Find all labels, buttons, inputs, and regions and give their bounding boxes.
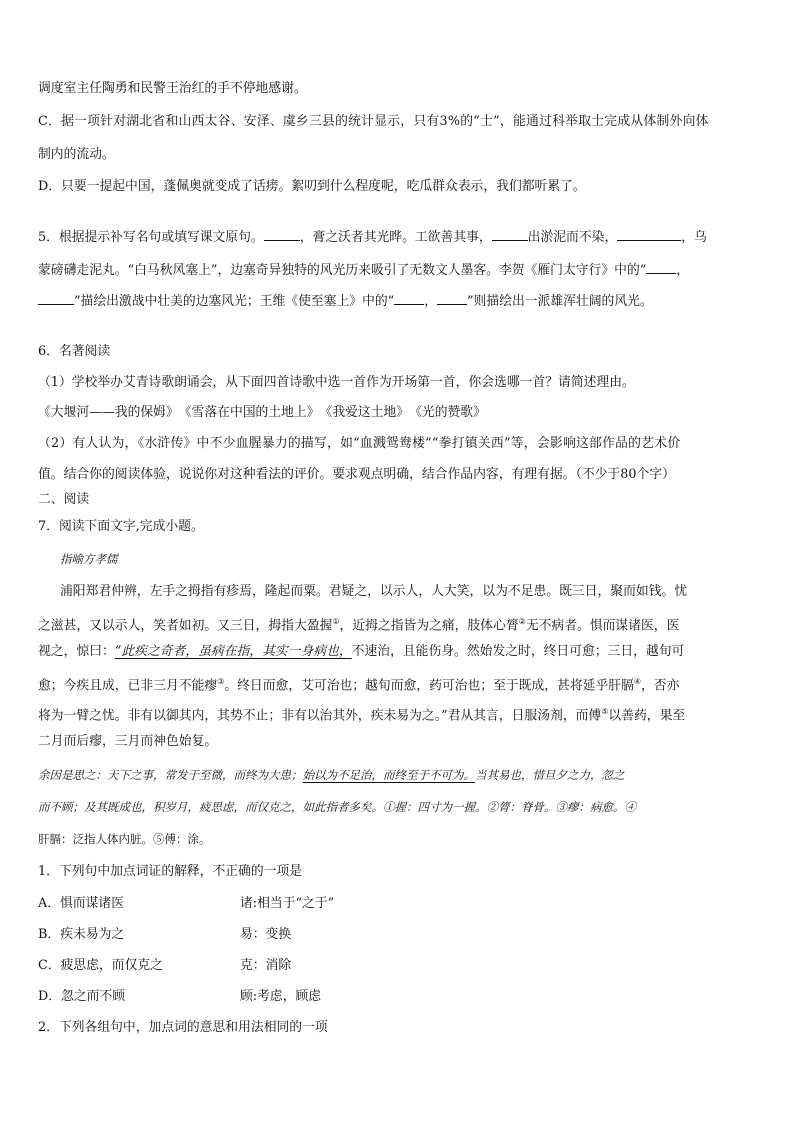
answer-blank[interactable]: [492, 228, 528, 241]
passage-line: [38, 613, 764, 635]
option-explanation: 易：变换: [240, 927, 292, 942]
answer-blank[interactable]: [437, 292, 467, 305]
passage-line: 浦阳郑君仲辨，左手之拇指有疹焉，隆起而粟。君疑之，以示人，人大笑，以为不足患。既三日，聚而如钱。忧: [60, 584, 688, 599]
question-text: ，乌: [681, 230, 707, 245]
passage-text: 。终日而愈，艾可治也；越旬而愈，药可治也；至于既成，甚将延乎肝膈: [224, 678, 634, 694]
question-text: 蒙磅礴走泥丸。“白马秋风塞上”，边塞奇异独特的风光历来吸引了无数文人墨客。李贺《雁门太守行》中的“: [38, 263, 647, 278]
option-label: A．惧而谋诸医: [38, 896, 125, 911]
footnote-ref: ③: [217, 677, 225, 686]
option-explanation: 顾:考虑，顾虑: [240, 989, 322, 1004]
question-text: ”描绘出激战中壮美的边塞风光；王维《使至塞上》中的“: [74, 294, 395, 309]
question-6-1: （1）学校举办艾青诗歌朗诵会，从下面四首诗歌中选一首作为开场第一首，你会选哪一首？请简述理由。: [38, 375, 635, 390]
option-d: D．只要一提起中国，蓬佩奥就变成了话痨。絮叨到什么程度呢，吃瓜群众表示，我们都听累了。: [38, 179, 586, 194]
question-text: ，: [424, 294, 438, 309]
passage-text: 愈；今疾且成，已非三月不能瘳: [38, 678, 218, 694]
question-5: [38, 228, 764, 247]
question-5-cont: [38, 261, 764, 280]
option-c: C．据一项针对湖北省和山西太谷、安泽、虞乡三县的统计显示，只有3%的“士”，能通过科举取士完成从体制外向体: [38, 114, 709, 129]
passage-title: 指喻方孝儒: [60, 552, 118, 566]
underlined-sentence: 始以为不足治，而终至于不可为。: [302, 768, 475, 782]
option-label: B．疾未易为之: [38, 927, 125, 942]
question-6-2-cont: 值。结合你的阅读体验，说说你对这种看法的评价。要求观点明确，结合作品内容，有理有据。（不少于80个字）: [38, 467, 675, 482]
question-5-cont: [38, 292, 764, 311]
text-line: 制内的流动。: [38, 147, 115, 162]
answer-blank[interactable]: [38, 292, 74, 305]
option-c[interactable]: [38, 957, 764, 975]
footnotes: 肝膈：泛指人体内脏。⑤傅：涂。: [38, 832, 211, 846]
passage-line: [38, 673, 764, 695]
passage-text: 当其易也，惜旦夕之力，忽之: [475, 768, 625, 782]
option-b[interactable]: [38, 926, 764, 944]
passage-text: 之滋甚，又以示人，笑者如初。又三日，拇指大盈握: [38, 618, 333, 634]
question-6-heading: 6．名著阅读: [38, 344, 111, 359]
question-6-2: （2）有人认为，《水浒传》中不少血腥暴力的描写，如“血溅鸳鸯楼”“拳打镇关西”等，会影响这部作品的艺术价: [38, 436, 681, 451]
answer-blank[interactable]: [394, 292, 424, 305]
option-explanation: 诸:相当于“之于”: [240, 896, 335, 911]
poem-list: 《大堰河——我的保姆》 《雪落在中国的土地上》 《我爱这土地》 《光的赞歌》: [38, 405, 486, 420]
passage-text: 余因是思之：天下之事，常发于至微，而终为大患；: [38, 768, 303, 782]
passage-text: 不速治，且能伤身。然始发之时，终日可愈；三日，越旬可: [351, 644, 685, 659]
option-d[interactable]: [38, 988, 764, 1006]
sub-question-2: 2．下列各组句中，加点词的意思和用法相同的一项: [38, 1020, 328, 1035]
footnote-ref: ⑤: [601, 707, 609, 716]
footnote-ref: ①: [332, 617, 340, 626]
passage-line: [38, 703, 764, 725]
passage-text: ，否亦: [641, 678, 680, 694]
text-line: 调度室主任陶勇和民警王治红的手不停地感谢。: [38, 81, 307, 96]
section-heading: 二、阅读: [38, 492, 90, 507]
footnote-ref: ②: [518, 617, 526, 626]
passage-line: 而不顾；及其既成也，积岁月，疲思虑，而仅克之，如此指者多矣。①握：四寸为一握。②膂：脊骨。③瘳：病愈。④: [38, 800, 636, 814]
question-text: ”则描绘出一派雄浑壮阔的风光。: [467, 294, 653, 309]
underlined-sentence: “此疾之奇者，虽病在指，其实一身病也，: [114, 644, 352, 659]
option-a[interactable]: [38, 895, 764, 913]
passage-line: [38, 766, 764, 784]
option-label: D．忽之而不顾: [38, 989, 126, 1004]
question-text: 出淤泥而不染，: [527, 230, 618, 245]
question-7-heading: 7．阅读下面文字,完成小题。: [38, 519, 204, 534]
passage-line: 二月而后瘳，三月而神色始复。: [38, 734, 218, 749]
question-text: ，: [676, 263, 690, 278]
passage-text: 以善药，果至: [608, 708, 686, 724]
passage-line: [38, 643, 764, 661]
sub-question-1: 1．下列句中加点词证的解释，不正确的一项是: [38, 864, 303, 879]
passage-text: 无不病者。惧而谋诸医，医: [525, 618, 680, 634]
question-text: 5．根据提示补写名句或填写课文原句。: [38, 230, 264, 245]
option-explanation: 克：消除: [240, 958, 292, 973]
answer-blank[interactable]: [646, 261, 676, 274]
footnote-ref: ④: [633, 677, 641, 686]
passage-text: ，近拇之指皆为之痛，肢体心膂: [339, 618, 519, 634]
passage-text: 视之，惊曰：: [38, 644, 115, 659]
option-label: C．疲思虑，而仅克之: [38, 958, 163, 973]
answer-blank[interactable]: [617, 228, 681, 241]
passage-text: 将为一臂之忧。非有以御其内，其势不止；非有以治其外，疾未易为之。”君从其言，日服汤剂，而傅: [38, 708, 602, 724]
answer-blank[interactable]: [264, 228, 300, 241]
question-text: ，膏之沃者其光晔。工欲善其事，: [299, 230, 492, 245]
